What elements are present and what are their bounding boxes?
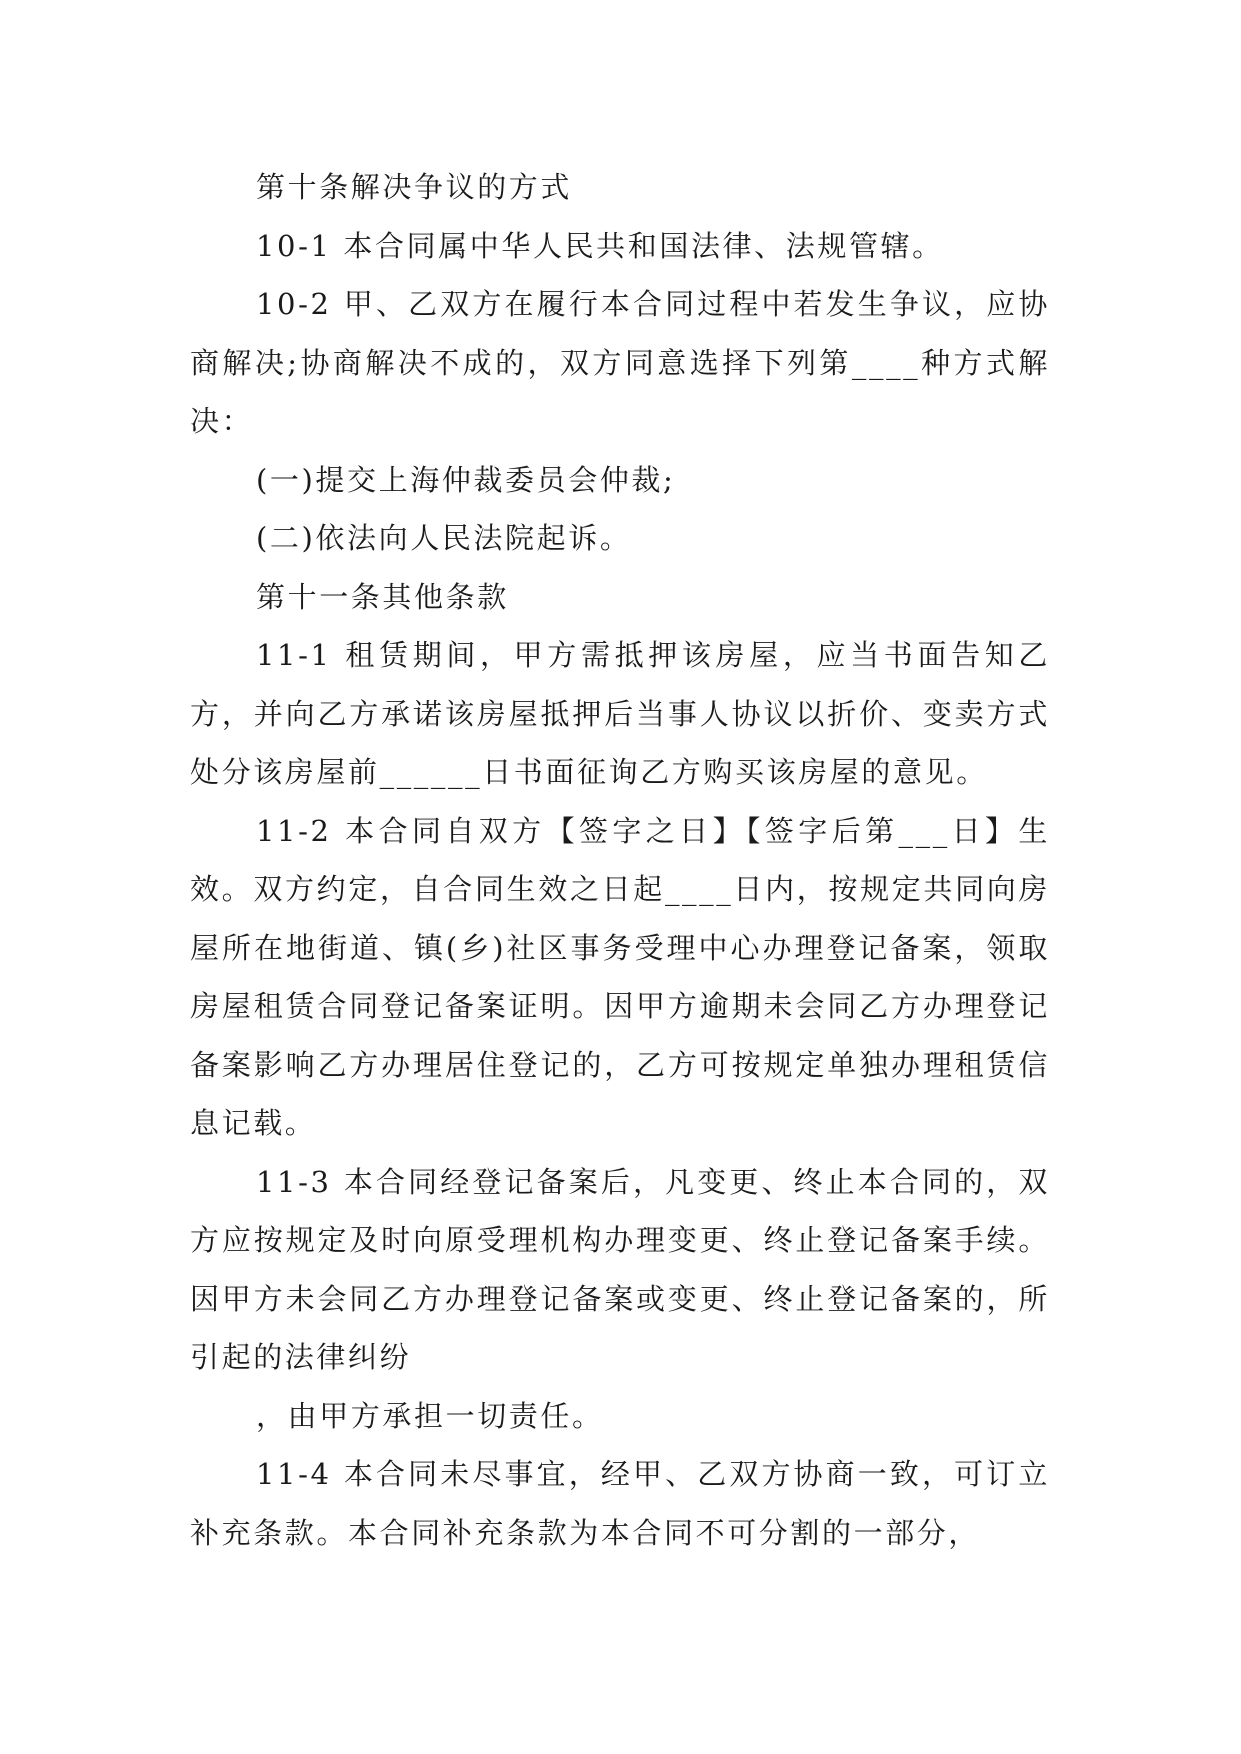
article-10-heading: 第十条解决争议的方式 [256, 170, 573, 204]
clause-11-1: 11-1 租赁期间，甲方需抵押该房屋，应当书面告知乙方，并向乙方承诺该房屋抵押后当事人协议以折价、变卖方式处分该房屋前______日书面征询乙方购买该房屋的意见。 [190, 638, 1050, 789]
article-11-heading: 第十一条其他条款 [256, 579, 509, 614]
option-arbitration: (一)提交上海仲裁委员会仲裁; [256, 462, 676, 497]
clause-11-3: 11-3 本合同经登记备案后，凡变更、终止本合同的，双方应按规定及时向原受理机构办理变更、终止登记备案手续。因甲方未会同乙方办理登记备案或变更、终止登记备案的，所引起的法律纠纷 [190, 1164, 1050, 1374]
document-body [190, 158, 1050, 1562]
option-litigation: (二)依法向人民法院起诉。 [256, 521, 632, 555]
clause-10-2: 10-2 甲、乙双方在履行本合同过程中若发生争议，应协商解决;协商解决不成的，双方同意选择下列第____种方式解决： [190, 287, 1050, 438]
clause-11-4: 11-4 本合同未尽事宜，经甲、乙双方协商一致，可订立补充条款。本合同补充条款为本合同不可分割的一部分， [190, 1457, 1050, 1550]
clause-10-1: 10-1 本合同属中华人民共和国法律、法规管辖。 [256, 228, 944, 263]
clause-11-2: 11-2 本合同自双方【签字之日】【签字后第___日】生效。双方约定，自合同生效之日起____日内，按规定共同向房屋所在地街道、镇(乡)社区事务受理中心办理登记备案，领取房屋租赁合同登记备案证明。因甲方逾期未会同乙方办理登记备案影响乙方办理居住登记的，乙方可按规定单独办理租赁信息记载。 [190, 813, 1050, 1140]
clause-11-3-continuation: ，由甲方承担一切责任。 [256, 1398, 604, 1433]
